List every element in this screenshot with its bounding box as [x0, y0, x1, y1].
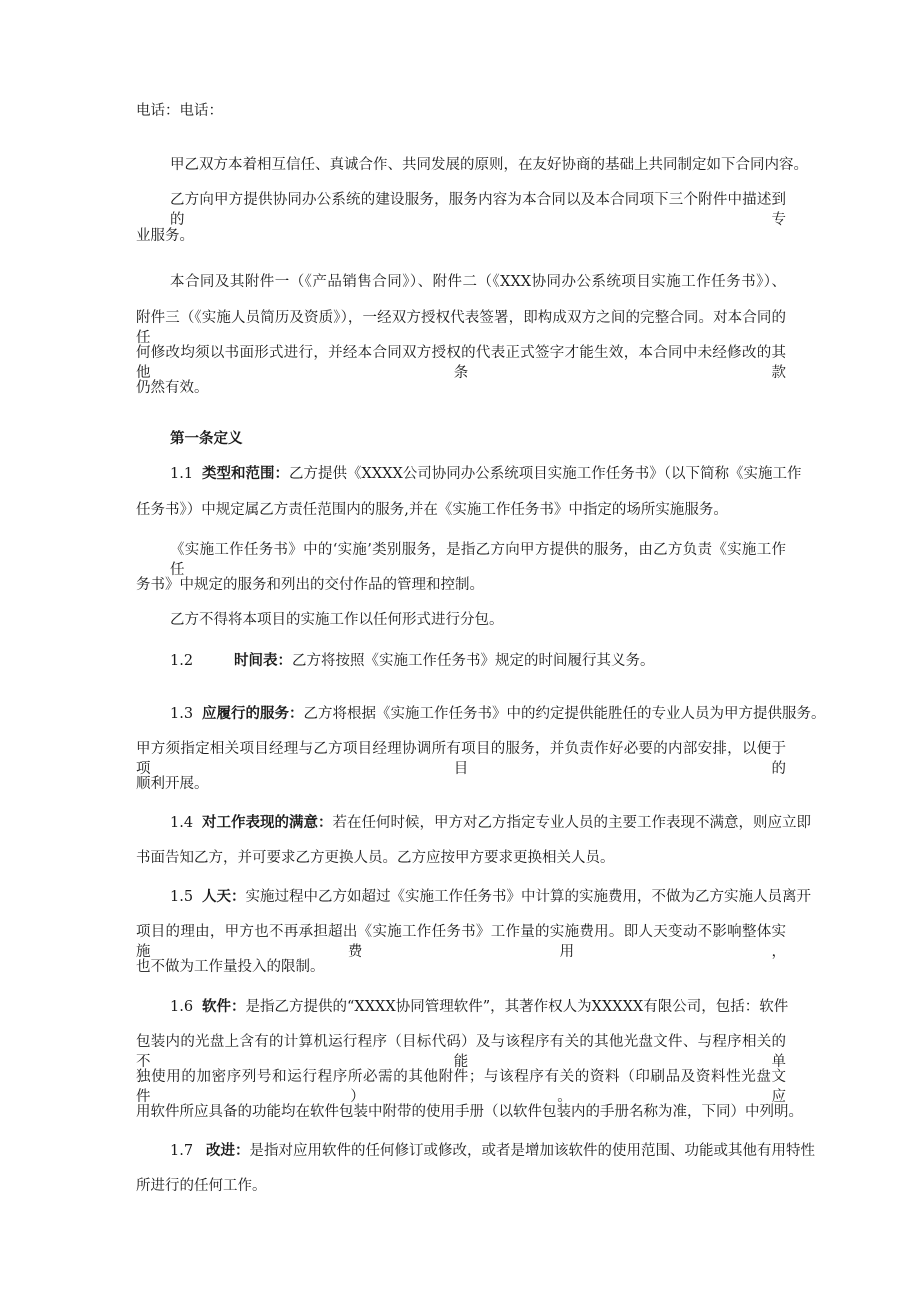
section-1-1-para-2-line-1: 《实施工作任务书》中的‘实施’类别服务，是指乙方向甲方提供的服务，由乙方负责《实施工作任 — [170, 542, 786, 578]
section-1-5-line-2: 项目的理由，甲方也不再承担超出《实施工作任务书》工作量的实施费用。即人天变动不影响整体实施费用， — [136, 924, 786, 960]
section-1-6-line-1: 1.6 软件：是指乙方提供的“XXXX协同管理软件”，其著作权人为XXXXX有限公司，包括：软件 — [170, 998, 789, 1015]
section-1-4-line-1: 1.4 对工作表现的满意：若在任何时候，甲方对乙方指定专业人员的主要工作表现不满意，则应立即 — [170, 814, 811, 831]
section-1-5-line-1: 1.5 人天：实施过程中乙方如超过《实施工作任务书》中计算的实施费用，不做为乙方实施人员离开 — [170, 888, 811, 905]
section-1-6-line-3: 独使用的加密序列号和运行程序所必需的其他附件；与该程序有关的资料（印刷品及资料性光盘文件）。应 — [136, 1069, 786, 1105]
section-1-4-line-2: 书面告知乙方，并可要求乙方更换人员。乙方应按甲方要求更换相关人员。 — [136, 850, 615, 866]
section-1-3-line-2: 甲方须指定相关项目经理与乙方项目经理协调所有项目的服务，并负责作好必要的内部安排，以便于项目的 — [136, 741, 786, 777]
intro-paragraph-3-line-2: 附件三（《实施人员简历及资质》），一经双方授权代表签署，即构成双方之间的完整合同。对本合同的任 — [136, 310, 786, 346]
section-1-1-line-1: 1.1 类型和范围：乙方提供《XXXX公司协同办公系统项目实施工作任务书》（以下简称《实施工作 — [170, 465, 802, 482]
intro-paragraph-2-line-1: 乙方向甲方提供协同办公系统的建设服务，服务内容为本合同以及本合同项下三个附件中描述到的专 — [170, 192, 786, 228]
intro-paragraph-3-line-4: 仍然有效。 — [136, 380, 209, 396]
section-1-6-line-4: 用软件所应具备的功能均在软件包装中附带的使用手册（以软件包装内的手册名称为准，下同）中列明。 — [136, 1104, 803, 1120]
phone-line: 电话：电话： — [136, 103, 223, 119]
section-1-3-line-1: 1.3 应履行的服务：乙方将根据《实施工作任务书》中的约定提供能胜任的专业人员为甲方提供服务。 — [170, 705, 826, 722]
section-1-5-line-3: 也不做为工作量投入的限制。 — [136, 959, 325, 975]
section-1-1-line-2: 任务书》）中规定属乙方责任范围内的服务,并在《实施工作任务书》中指定的场所实施服务。 — [136, 502, 728, 518]
section-1-2-line-1: 1.2 时间表：乙方将按照《实施工作任务书》规定的时间履行其义务。 — [170, 652, 655, 669]
section-1-6-line-2: 包装内的光盘上含有的计算机运行程序（目标代码）及与该程序有关的其他光盘文件、与程序相关的不能单 — [136, 1034, 786, 1070]
section-1-7-line-2: 所进行的任何工作。 — [136, 1178, 267, 1194]
section-1-1-para-3: 乙方不得将本项目的实施工作以任何形式进行分包。 — [170, 612, 504, 628]
section-1-7-line-1: 1.7 改进：是指对应用软件的任何修订或修改，或者是增加该软件的使用范围、功能或其他有用特性 — [170, 1142, 815, 1159]
intro-paragraph-2-line-2: 业服务。 — [136, 228, 194, 244]
article-heading: 第一条定义 — [170, 430, 243, 447]
intro-paragraph-3-line-1: 本合同及其附件一（《产品销售合同》）、附件二（《XXX协同办公系统项目实施工作任务书》）、 — [170, 274, 786, 290]
section-1-1-para-2-line-2: 务书》中规定的服务和列出的交付作品的管理和控制。 — [136, 577, 484, 593]
intro-paragraph-1: 甲乙双方本着相互信任、真诚合作、共同发展的原则，在友好协商的基础上共同制定如下合同内容。 — [170, 157, 808, 173]
intro-paragraph-3-line-3: 何修改均须以书面形式进行，并经本合同双方授权的代表正式签字才能生效，本合同中未经修改的其他条款 — [136, 345, 786, 381]
section-1-3-line-3: 顺利开展。 — [136, 776, 209, 792]
